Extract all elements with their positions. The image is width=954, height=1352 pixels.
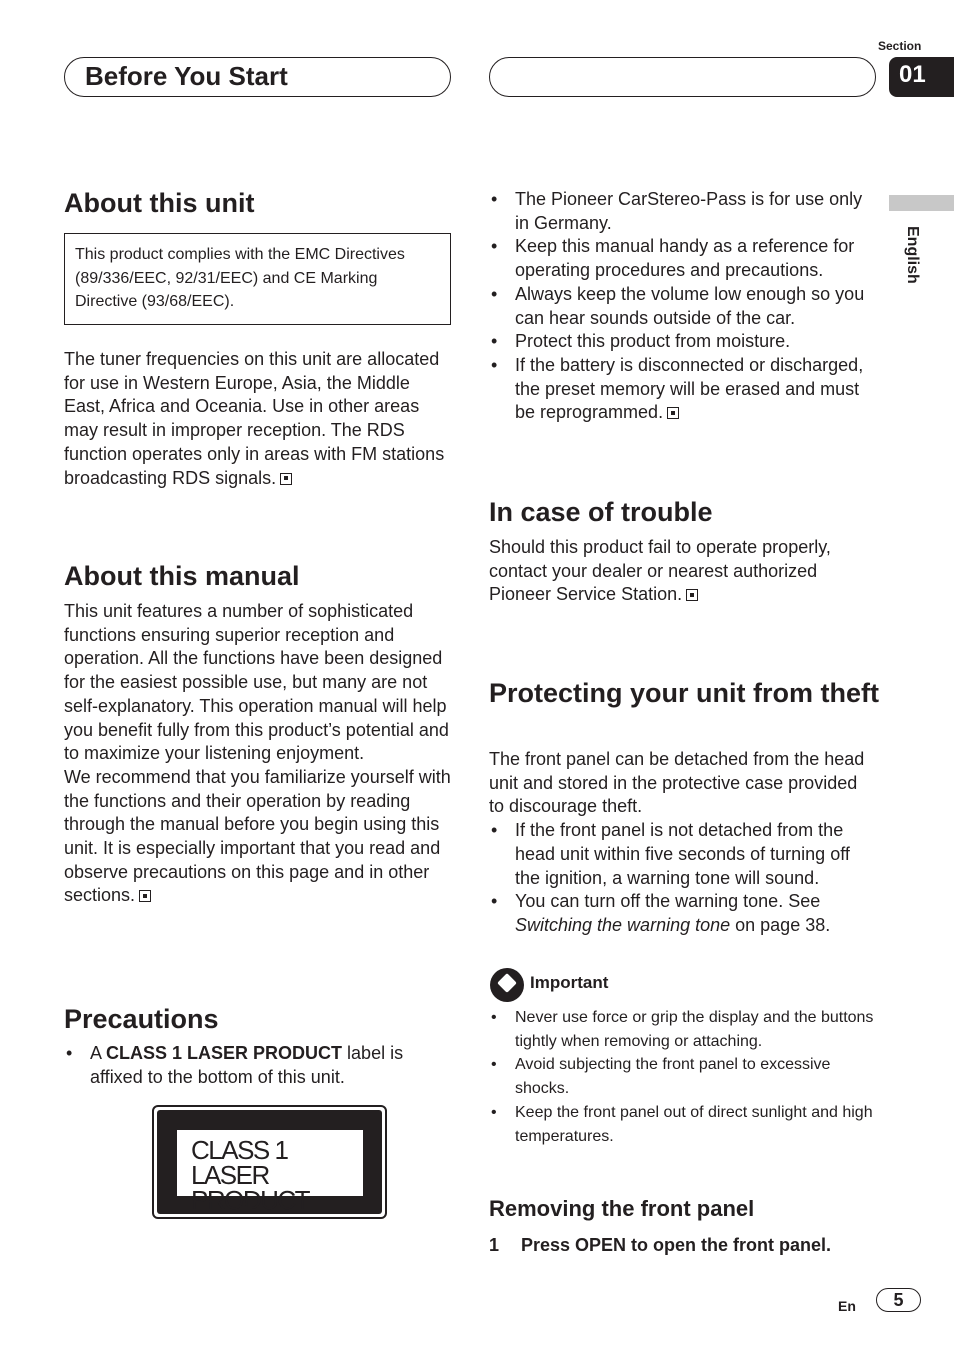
heading-protecting-from-theft: Protecting your unit from theft [489, 678, 879, 708]
bullet-suffix: label is affixed to the bottom of this unit. [90, 1043, 404, 1087]
heading-removing-front-panel: Removing the front panel [489, 1196, 755, 1221]
step-number: 1 [489, 1235, 500, 1255]
laser-label-graphic [152, 1105, 387, 1219]
list-item: • Always keep the volume low enough so you can hear sounds outside of the car. [489, 283, 879, 330]
header-blank-frame [489, 57, 876, 97]
language-tab-bar [889, 195, 954, 211]
page-header-title: Before You Start [85, 61, 288, 91]
precaution-bullet-list [489, 188, 879, 425]
heading-about-this-unit: About this unit [64, 188, 255, 218]
about-manual-paragraph-1: This unit features a number of sophisticated functions ensuring superior reception and operation. All the functions have been designed for the easiest possible use, but many are not self-explanatory. This operation manual will help you benefit fully from this product’s potential and to maximize your listening enjoyment. [64, 601, 449, 764]
about-unit-paragraph: The tuner frequencies on this unit are allocated for use in Western Europe, Asia, the Middle East, Africa and Oceania. Use in other areas may result in improper reception. The RDS function operates only in areas with FM stations broadcasting RDS signals. [64, 349, 445, 488]
important-bullet-list [489, 1006, 879, 1148]
about-unit-paragraph-block [64, 348, 451, 490]
end-mark-icon [667, 407, 679, 419]
end-mark-icon [280, 473, 292, 485]
heading-about-this-manual: About this manual [64, 561, 300, 591]
list-item: • Avoid subjecting the front panel to excessive shocks. [489, 1053, 879, 1100]
class-1-laser-product-bold: CLASS 1 LASER PRODUCT [106, 1043, 343, 1063]
important-label: Important [530, 973, 609, 992]
list-item [489, 354, 879, 425]
trouble-paragraph-block [489, 536, 876, 607]
trouble-paragraph: Should this product fail to operate properly, contact your dealer or nearest authorized Pioneer Service Station. [489, 537, 831, 605]
about-manual-paragraph-2: We recommend that you familiarize yourself with the functions and their operation by reading through the manual before you begin using this unit. It is especially important that you read and observe precautions on this page and in other sections. [64, 766, 451, 906]
important-pin-icon [490, 968, 524, 1002]
theft-body [489, 748, 876, 938]
laser-label-frame [157, 1110, 382, 1214]
page-number: 5 [876, 1288, 921, 1312]
heading-precautions: Precautions [64, 1004, 219, 1034]
list-item [64, 1042, 451, 1089]
list-item-text: If the battery is disconnected or discharged, the preset memory will be erased and must be reprogrammed. [515, 354, 864, 423]
header-title-frame [64, 57, 451, 97]
heading-in-case-of-trouble: In case of trouble [489, 497, 713, 527]
bullet-prefix: A [90, 1043, 107, 1063]
list-item: • Protect this product from moisture. [489, 330, 879, 354]
about-manual-body [64, 600, 454, 908]
cross-reference-link: Switching the warning tone [515, 914, 731, 935]
list-item: • Never use force or grip the display and the buttons tightly when removing or attaching. [489, 1006, 879, 1053]
end-mark-icon [139, 890, 151, 902]
step-text: Press OPEN to open the front panel. [521, 1235, 832, 1255]
list-item: • Keep this manual handy as a reference for operating procedures and precautions. [489, 235, 879, 282]
language-tab-label: English [904, 226, 921, 284]
footer-language-code: En [838, 1298, 856, 1314]
precautions-laser-bullet [64, 1042, 451, 1089]
bullet-prefix: You can turn off the warning tone. See [515, 891, 821, 912]
laser-label-line-2: LASER PRODUCT [191, 1160, 310, 1215]
list-item [489, 890, 876, 937]
list-item: • If the front panel is not detached from the head unit within five seconds of turning off the ignition, a warning tone will sound. [489, 819, 876, 890]
end-mark-icon [686, 589, 698, 601]
emc-notice-text: This product complies with the EMC Directives (89/336/EEC, 92/31/EEC) and CE Marking Directive (93/68/EEC). [75, 246, 405, 311]
section-label: Section [878, 39, 922, 53]
laser-label-line-1: CLASS 1 [191, 1135, 288, 1165]
list-item: • The Pioneer CarStereo-Pass is for use only in Germany. [489, 188, 879, 235]
section-number-badge: 01 [889, 57, 954, 97]
emc-notice-box [64, 233, 451, 325]
theft-paragraph: The front panel can be detached from the head unit and stored in the protective case provided to discourage theft. [489, 749, 865, 817]
laser-label-plate [177, 1130, 363, 1215]
bullet-suffix: on page 38. [730, 914, 831, 935]
list-item: • Keep the front panel out of direct sunlight and high temperatures. [489, 1101, 879, 1148]
